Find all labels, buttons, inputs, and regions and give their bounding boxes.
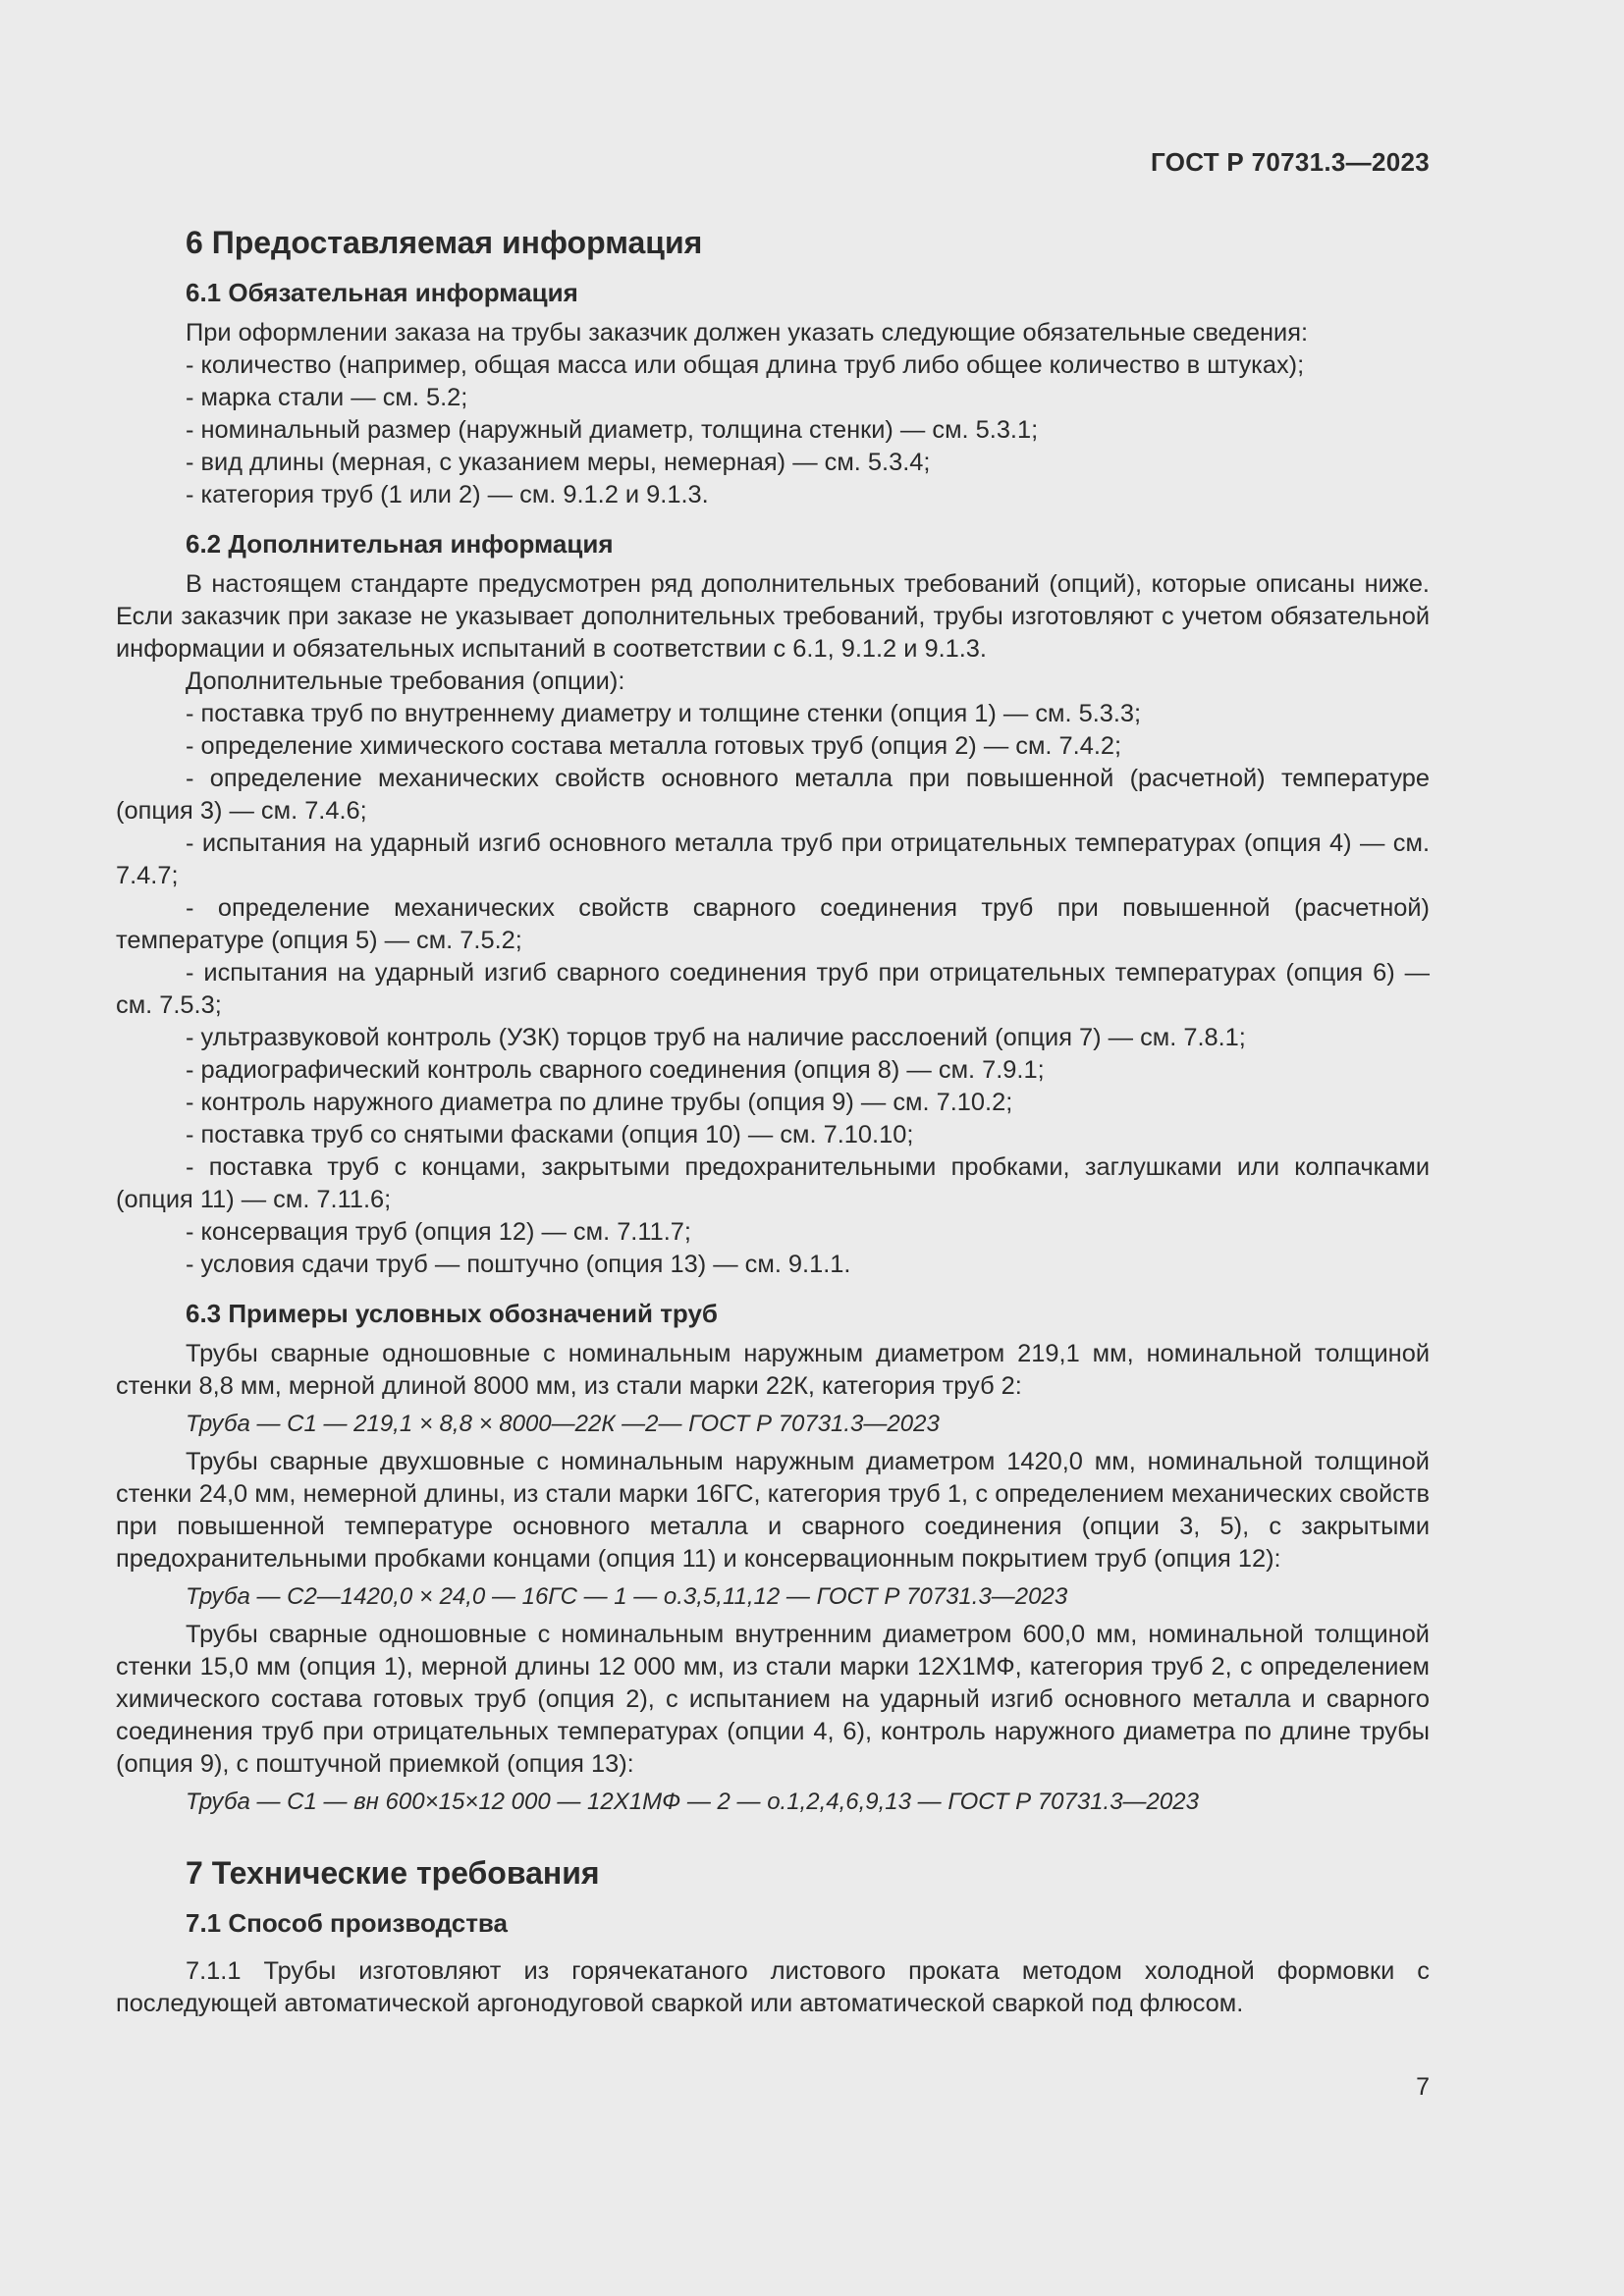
list-item: - категория труб (1 или 2) — см. 9.1.2 и 9.1.3.: [186, 481, 709, 508]
list-item: - номинальный размер (наружный диаметр, толщина стенки) — см. 5.3.1;: [186, 416, 1039, 444]
section-7-1-heading: 7.1 Способ производства: [186, 1908, 509, 1938]
list-item: - поставка труб со снятыми фасками (опция 10) — см. 7.10.10;: [186, 1121, 914, 1148]
list-item: - испытания на ударный изгиб основного металла труб при отрицательных температурах (опция 4) — см. 7.4.7;: [116, 829, 1430, 889]
section-6-2-paragraph: В настоящем стандарте предусмотрен ряд дополнительных требований (опций), которые описаны ниже. Если заказчик при заказе не указывает дополнительных требований, трубы изготовляют с учетом обязательной информации и обязательных испытаний в соответствии с 6.1, 9.1.2 и 9.1.3.: [116, 570, 1430, 663]
example-2-designation: Труба — С2—1420,0 × 24,0 — 16ГС — 1 — о.3,5,11,12 — ГОСТ Р 70731.3—2023: [186, 1583, 1068, 1610]
example-1-text: Трубы сварные одношовные с номинальным наружным диаметром 219,1 мм, номинальной толщиной стенки 8,8 мм, мерной длиной 8000 мм, из стали марки 22К, категория труб 2:: [116, 1340, 1430, 1400]
example-3-designation: Труба — С1 — вн 600×15×12 000 — 12Х1МФ — 2 — о.1,2,4,6,9,13 — ГОСТ Р 70731.3—2023: [186, 1789, 1199, 1815]
section-6-1-heading: 6.1 Обязательная информация: [186, 278, 578, 307]
list-item: - поставка труб по внутреннему диаметру и толщине стенки (опция 1) — см. 5.3.3;: [186, 700, 1142, 727]
example-1-designation: Труба — С1 — 219,1 × 8,8 × 8000—22К —2— ГОСТ Р 70731.3—2023: [186, 1411, 940, 1437]
section-6-heading: 6 Предоставляемая информация: [186, 225, 703, 260]
list-item: - ультразвуковой контроль (УЗК) торцов труб на наличие расслоений (опция 7) — см. 7.8.1;: [186, 1024, 1246, 1051]
section-6-1-body: [116, 317, 1430, 511]
list-item: - определение механических свойств основного металла при повышенной (расчетной) температуре (опция 3) — см. 7.4.6;: [116, 765, 1430, 825]
example-2-text: Трубы сварные двухшовные с номинальным наружным диаметром 1420,0 мм, номинальной толщиной стенки 24,0 мм, немерной длины, из стали марки 16ГС, категория труб 1, с определением механических свойств при повышенной температуре основного металла и сварного соединения (опции 3, 5), с закрытыми предохранительными пробками концами (опция 11) и консервационным покрытием труб (опция 12):: [116, 1448, 1430, 1573]
list-item: - марка стали — см. 5.2;: [186, 384, 468, 411]
list-item: - консервация труб (опция 12) — см. 7.11.7;: [186, 1218, 691, 1246]
list-item: - количество (например, общая масса или общая длина труб либо общее количество в штуках);: [186, 351, 1305, 379]
section-6-3-body: [116, 1338, 1430, 1818]
list-item: - поставка труб с концами, закрытыми предохранительными пробками, заглушками или колпачками (опция 11) — см. 7.11.6;: [116, 1153, 1430, 1213]
list-item: - условия сдачи труб — поштучно (опция 13) — см. 9.1.1.: [186, 1251, 851, 1278]
list-item: - вид длины (мерная, с указанием меры, немерная) — см. 5.3.4;: [186, 449, 931, 476]
list-item: - контроль наружного диаметра по длине трубы (опция 9) — см. 7.10.2;: [186, 1089, 1013, 1116]
document-code: ГОСТ Р 70731.3—2023: [1151, 147, 1430, 177]
page-number: 7: [1416, 2073, 1430, 2101]
section-6-2-heading: 6.2 Дополнительная информация: [186, 529, 614, 559]
list-item: - определение механических свойств сварного соединения труб при повышенной (расчетной) температуре (опция 5) — см. 7.5.2;: [116, 894, 1430, 954]
section-6-2-body: [116, 568, 1430, 1281]
section-6-3-heading: 6.3 Примеры условных обозначений труб: [186, 1299, 718, 1328]
list-item: - испытания на ударный изгиб сварного соединения труб при отрицательных температурах (опция 6) — см. 7.5.3;: [116, 959, 1430, 1019]
list-item: - радиографический контроль сварного соединения (опция 8) — см. 7.9.1;: [186, 1056, 1045, 1084]
example-3-text: Трубы сварные одношовные с номинальным внутренним диаметром 600,0 мм, номинальной толщиной стенки 15,0 мм (опция 1), мерной длины 12 000 мм, из стали марки 12Х1МФ, категория труб 2, с определением химического состава готовых труб (опция 2), с испытанием на ударный изгиб основного металла и сварного соединения труб при отрицательных температурах (опции 4, 6), контроль наружного диаметра по длине трубы (опция 9), с поштучной приемкой (опция 13):: [116, 1621, 1430, 1778]
section-6-1-intro: При оформлении заказа на трубы заказчик должен указать следующие обязательные сведения:: [186, 319, 1309, 347]
options-intro: Дополнительные требования (опции):: [186, 667, 625, 695]
list-item: - определение химического состава металла готовых труб (опция 2) — см. 7.4.2;: [186, 732, 1122, 760]
clause-7-1-1: 7.1.1 Трубы изготовляют из горячекатаного листового проката методом холодной формовки с последующей автоматической аргонодуговой сваркой или автоматической сваркой под флюсом.: [116, 1957, 1430, 2017]
section-7-heading: 7 Технические требования: [186, 1855, 600, 1891]
page-content: [116, 221, 1430, 2020]
